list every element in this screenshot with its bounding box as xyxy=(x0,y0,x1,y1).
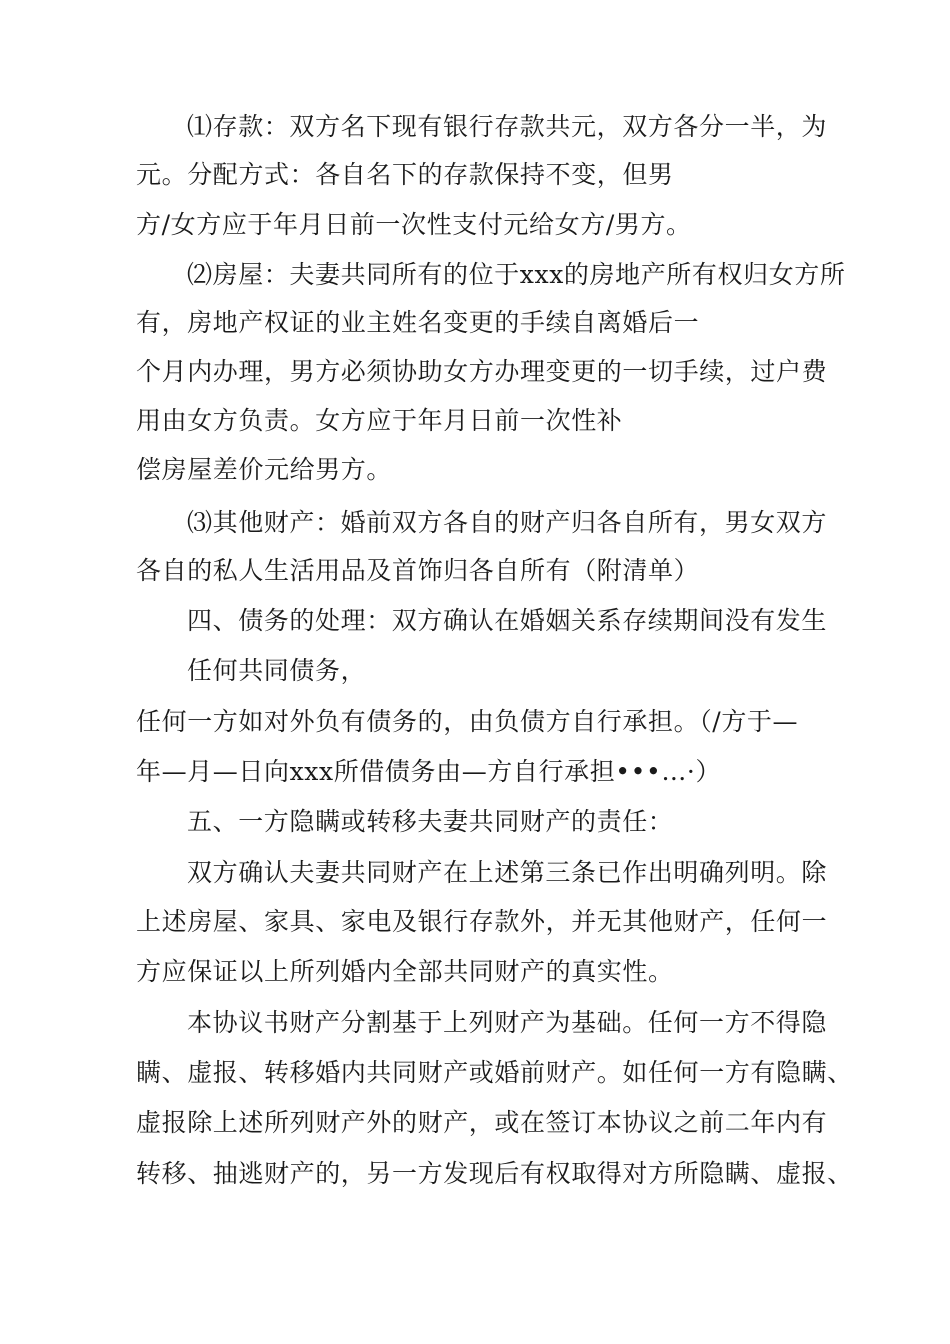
paragraph-line: 四、债务的处理：双方确认在婚姻关系存续期间没有发生 xyxy=(187,606,828,635)
paragraph-line: 个月内办理，男方必须协助女方办理变更的一切手续，过户费 xyxy=(136,357,828,386)
paragraph-line: 五、一方隐瞒或转移夫妻共同财产的责任： xyxy=(187,807,674,836)
paragraph-line: 方应保证以上所列婚内全部共同财产的真实性。 xyxy=(136,957,674,986)
paragraph-line: 有，房地产权证的业主姓名变更的手续自离婚后一 xyxy=(136,308,700,337)
paragraph-line: ⑶其他财产：婚前双方各自的财产归各自所有，男女双方 xyxy=(187,508,828,537)
paragraph-line: 用由女方负责。女方应于年月日前一次性补 xyxy=(136,406,623,435)
paragraph-line: ⑴存款：双方名下现有银行存款共元，双方各分一半，为 xyxy=(187,112,828,141)
paragraph-line: 转移、抽逃财产的，另一方发现后有权取得对方所隐瞒、虚报、 xyxy=(136,1159,853,1188)
paragraph-line: 双方确认夫妻共同财产在上述第三条已作出明确列明。除 xyxy=(187,858,828,887)
paragraph-line: 本协议书财产分割基于上列财产为基础。任何一方不得隐 xyxy=(187,1008,828,1037)
paragraph-line: 偿房屋差价元给男方。 xyxy=(136,455,393,484)
paragraph-line: 各自的私人生活用品及首饰归各自所有（附清单） xyxy=(136,556,700,585)
paragraph-line: 瞒、虚报、转移婚内共同财产或婚前财产。如任何一方有隐瞒、 xyxy=(136,1058,853,1087)
paragraph-line: ⑵房屋：夫妻共同所有的位于xxx的房地产所有权归女方所 xyxy=(187,260,846,289)
paragraph-line: 任何一方如对外负有债务的，由负债方自行承担。（/方于— xyxy=(136,707,799,736)
paragraph-line: 年—月—日向xxx所借债务由—方自行承担•••…·） xyxy=(136,757,722,786)
paragraph-line: 上述房屋、家具、家电及银行存款外，并无其他财产，任何一 xyxy=(136,907,828,936)
paragraph-line: 方/女方应于年月日前一次性支付元给女方/男方。 xyxy=(136,210,692,239)
paragraph-line: 元。分配方式：各自名下的存款保持不变，但男 xyxy=(136,160,674,189)
paragraph-line: 任何共同债务， xyxy=(187,656,367,685)
paragraph-line: 虚报除上述所列财产外的财产，或在签订本协议之前二年内有 xyxy=(136,1108,828,1137)
